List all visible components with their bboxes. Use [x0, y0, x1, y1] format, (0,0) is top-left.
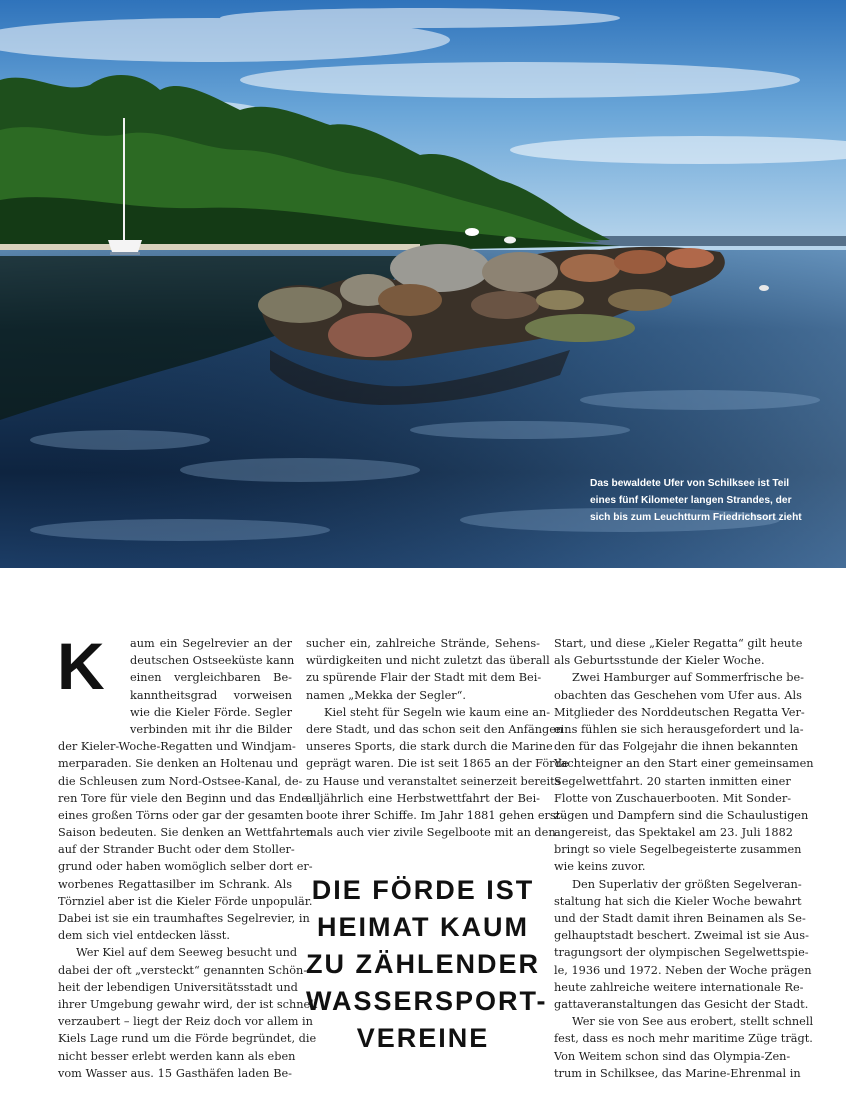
pull-quote-line: HEIMAT KAUM — [317, 912, 529, 942]
text-line: fest, dass es noch mehr maritime Züge trägt. — [554, 1032, 813, 1046]
text-line: zu spürende Flair der Stadt mit dem Bei- — [306, 671, 542, 685]
text-line: Wer Kiel auf dem Seeweg besucht und — [76, 946, 298, 960]
text-line: Törnziel aber ist die Kieler Förde unpopulär. — [58, 894, 313, 908]
text-line: verbinden mit ihr die Bilder — [130, 722, 292, 736]
text-line: Wer sie von See aus erobert, stellt schnell — [572, 1015, 814, 1029]
pull-quote-line: ZU ZÄHLENDER — [306, 949, 540, 979]
text-line: kanntheitsgrad vorweisen — [130, 688, 292, 702]
text-line: vom Wasser aus. 15 Gasthäfen laden Be- — [58, 1066, 292, 1080]
text-line: namen „Mekka der Segler“. — [306, 688, 467, 702]
text-line: Dabei ist sie ein traumhaftes Segelrevier, in — [58, 912, 310, 925]
pull-quote-line: DIE FÖRDE IST — [311, 875, 535, 905]
pull-quote-line: VEREINE — [356, 1023, 490, 1053]
text-line: den für das Folgejahr die ihnen bekannten — [554, 740, 799, 754]
article-column-3 — [554, 635, 814, 1082]
text-line: eines großen Törns oder gar der gesamten — [58, 808, 304, 822]
text-line: obachten das Geschehen vom Ufer aus. Als — [554, 688, 802, 702]
text-line: boote ihrer Schiffe. Im Jahr 1881 gehen erst- — [306, 808, 565, 822]
text-line: und der Stadt damit ihren Beinamen als Se- — [554, 912, 806, 925]
pull-quote-line: WASSERSPORT- — [306, 986, 548, 1016]
text-line: unseres Sports, die stark durch die Marine — [306, 740, 553, 754]
text-line: eins fühlen sie sich herausgefordert und la- — [554, 722, 804, 736]
text-line: trum in Schilksee, das Marine-Ehrenmal in — [554, 1066, 801, 1080]
text-line: Yachteigner an den Start einer gemeinsamen — [554, 757, 814, 771]
article-column-2 — [306, 635, 569, 841]
text-line: der Kieler-Woche-Regatten und Windjam- — [58, 740, 296, 754]
text-line: geprägt waren. Die ist seit 1865 an der Förde — [306, 757, 569, 771]
text-line: auf der Strander Bucht oder dem Stoller- — [58, 843, 295, 857]
text-line: staltung hat sich die Kieler Woche bewahrt — [554, 894, 802, 908]
text-line: Mitglieder des Norddeutschen Regatta Ver- — [554, 705, 805, 719]
text-line: wie keins zuvor. — [554, 860, 646, 874]
text-line: alljährlich eine Herbstwettfahrt der Bei- — [306, 791, 540, 805]
text-line: merparaden. Sie denken an Holtenau und — [58, 757, 299, 771]
text-line: gattaveranstaltungen das Gesicht der Stadt. — [554, 997, 809, 1011]
text-line: bringt so viele Segelbegeisterte zusammen — [554, 843, 802, 857]
article-column-1 — [57, 629, 318, 1082]
text-line: zügen und Dampfern sind die Schaulustigen — [554, 808, 809, 822]
text-line: gelhauptstadt beschert. Zweimal ist sie Aus- — [554, 929, 809, 943]
text-line: Start, und diese „Kieler Regatta“ gilt heute — [554, 637, 803, 650]
text-line: aum ein Segelrevier an der — [130, 637, 292, 650]
pull-quote — [306, 872, 548, 1057]
text-line: würdigkeiten und nicht zuletzt das überall — [306, 654, 550, 668]
text-line: sucher ein, zahlreiche Strände, Sehens- — [306, 637, 540, 650]
text-line: angereist, das Spektakel am 23. Juli 1882 — [554, 826, 793, 840]
text-line: heute zahlreiche weitere internationale Re- — [554, 980, 804, 994]
text-line: Den Superlativ der größten Segelveran- — [572, 877, 802, 891]
text-line: als Geburtsstunde der Kieler Woche. — [554, 654, 765, 668]
text-line: nicht besser erlebt werden kann als eben — [58, 1049, 296, 1063]
caption-line: eines fünf Kilometer langen Strandes, der — [590, 495, 792, 506]
text-line: dabei der oft „versteckt“ genannten Schön- — [58, 963, 308, 977]
text-line: ren Tore für viele den Beginn und das Ende — [58, 791, 309, 805]
photo-caption — [590, 475, 830, 526]
text-line: Von Weitem schon sind das Olympia-Zen- — [554, 1049, 791, 1063]
text-line: Zwei Hamburger auf Sommerfrische be- — [572, 671, 804, 685]
text-line: le, 1936 und 1972. Neben der Woche prägen — [554, 963, 812, 977]
caption-line: Das bewaldete Ufer von Schilksee ist Teil — [590, 478, 790, 489]
text-line: Kiel steht für Segeln wie kaum eine an- — [324, 705, 551, 719]
text-line: dere Stadt, und das schon seit den Anfängen — [306, 722, 564, 736]
text-line: ihrer Umgebung gewahr wird, der ist schnell — [58, 997, 318, 1011]
text-line: wie die Kieler Förde. Segler — [130, 705, 292, 719]
text-line: tragungsort der olympischen Segelwettspie- — [554, 946, 809, 960]
text-line: worbenes Regattasilber im Schrank. Als — [58, 877, 292, 891]
text-line: grund oder haben womöglich selber dort er- — [58, 860, 313, 874]
caption-line: sich bis zum Leuchtturm Friedrichsort zieht — [590, 512, 802, 523]
text-line: einen vergleichbaren Be- — [130, 671, 292, 685]
text-line: Flotte von Zuschauerbooten. Mit Sonder- — [554, 791, 792, 805]
text-line: Saison bedeuten. Sie denken an Wettfahrten — [58, 826, 314, 840]
text-line: dem sich viel entdecken lässt. — [58, 929, 230, 943]
text-line: heit der lebendigen Universitätsstadt und — [58, 980, 298, 994]
text-line: deutschen Ostseeküste kann — [130, 654, 295, 668]
text-line: mals auch vier zivile Segelboote mit an den — [306, 826, 556, 840]
text-line: zu Hause und veranstaltet seinerzeit bereits — [306, 774, 561, 788]
text-line: Segelwettfahrt. 20 starten inmitten einer — [554, 774, 791, 788]
drop-cap: K — [57, 629, 105, 703]
text-line: Kiels Lage rund um die Förde begründet, die — [58, 1032, 317, 1046]
text-line: die Schleusen zum Nord-Ostsee-Kanal, de- — [58, 774, 303, 788]
text-line: verzaubert – liegt der Reiz doch vor allem in — [58, 1015, 313, 1029]
